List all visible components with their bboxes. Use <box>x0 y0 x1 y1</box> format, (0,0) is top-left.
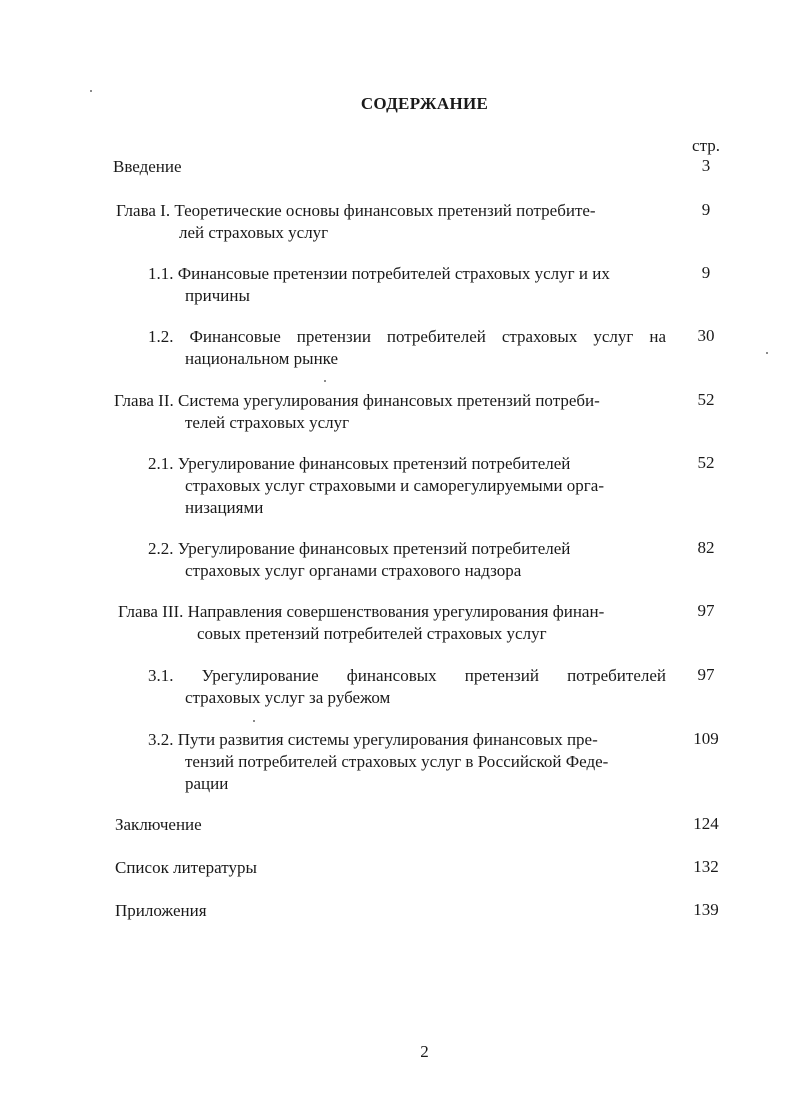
toc-entry-title-line: страховых услуг органами страхового надзора <box>185 561 522 580</box>
toc-entry-title-line: 3.1. Урегулирование финансовых претензий потребителей <box>148 666 666 685</box>
toc-entry-title-line: страховых услуг за рубежом <box>185 688 391 707</box>
toc-entry-title-line: 3.2. Пути развития системы урегулирования финансовых пре- <box>148 730 598 749</box>
toc-entry-title-line: 1.1. Финансовые претензии потребителей страховых услуг и их <box>148 264 610 283</box>
toc-entry-title: Заключение <box>115 815 202 834</box>
toc-entry-title-line: совых претензий потребителей страховых услуг <box>197 624 547 643</box>
scan-speck <box>90 90 92 92</box>
toc-entry-section-3-2 <box>148 729 666 795</box>
toc-entry-section-2-1 <box>148 453 666 519</box>
toc-entry-chapter-3 <box>118 601 666 645</box>
toc-page-number: 139 <box>693 900 719 919</box>
scan-speck <box>253 720 255 722</box>
toc-entry-chapter-1 <box>116 200 661 244</box>
toc-page-number: 109 <box>693 729 719 748</box>
toc-entry-title-line: причины <box>185 286 250 305</box>
toc-entry-title-line: 2.2. Урегулирование финансовых претензий потребителей <box>148 539 571 558</box>
toc-entry-title-line: рации <box>185 774 229 793</box>
toc-entry-title-line: Глава I. Теоретические основы финансовых претензий потребите- <box>116 201 596 220</box>
scan-speck <box>324 380 326 382</box>
toc-entry-title: Список литературы <box>115 858 257 877</box>
toc-page-number: 97 <box>697 665 715 684</box>
toc-entry-title-line: 1.2. Финансовые претензии потребителей страховых услуг на <box>148 327 666 346</box>
toc-entry-title-line: страховых услуг страховыми и саморегулируемыми орга- <box>185 476 604 495</box>
toc-entry-title-line: тензий потребителей страховых услуг в Российской Феде- <box>185 752 609 771</box>
toc-entry-title-line: Глава III. Направления совершенствования урегулирования финан- <box>118 602 605 621</box>
toc-entry-section-3-1 <box>148 665 666 709</box>
toc-entry-title: Введение <box>113 157 182 176</box>
toc-entry-title-line: Глава II. Система урегулирования финансовых претензий потреби- <box>114 391 600 410</box>
toc-entry-introduction <box>113 156 182 178</box>
toc-page-number: 97 <box>697 601 715 620</box>
toc-page-number: 9 <box>701 200 711 219</box>
toc-entry-section-2-2 <box>148 538 666 582</box>
toc-entry-title-line: 2.1. Урегулирование финансовых претензий потребителей <box>148 454 571 473</box>
toc-page-number: 3 <box>701 156 711 175</box>
toc-page-number: 124 <box>693 814 719 833</box>
toc-entry-chapter-2 <box>114 390 664 434</box>
toc-page-number: 52 <box>697 453 715 472</box>
toc-page-number: 9 <box>701 263 711 282</box>
toc-entry-title-line: национальном рынке <box>185 349 339 368</box>
page-title: СОДЕРЖАНИЕ <box>360 94 489 113</box>
toc-entry-appendices <box>115 900 207 922</box>
toc-entry-conclusion <box>115 814 202 836</box>
toc-entry-title: Приложения <box>115 901 207 920</box>
page-column-header: стр. <box>692 136 720 155</box>
footer-page-number: 2 <box>420 1042 429 1061</box>
scan-speck <box>766 352 768 354</box>
toc-entry-title-line: низациями <box>185 498 264 517</box>
toc-entry-section-1-2 <box>148 326 666 370</box>
toc-page-number: 52 <box>697 390 715 409</box>
toc-entry-bibliography <box>115 857 257 879</box>
toc-page-number: 30 <box>697 326 715 345</box>
toc-entry-title-line: лей страховых услуг <box>179 223 329 242</box>
toc-entry-title-line: телей страховых услуг <box>185 413 350 432</box>
toc-entry-section-1-1 <box>148 263 666 307</box>
toc-page-number: 82 <box>697 538 715 557</box>
toc-page-number: 132 <box>693 857 719 876</box>
